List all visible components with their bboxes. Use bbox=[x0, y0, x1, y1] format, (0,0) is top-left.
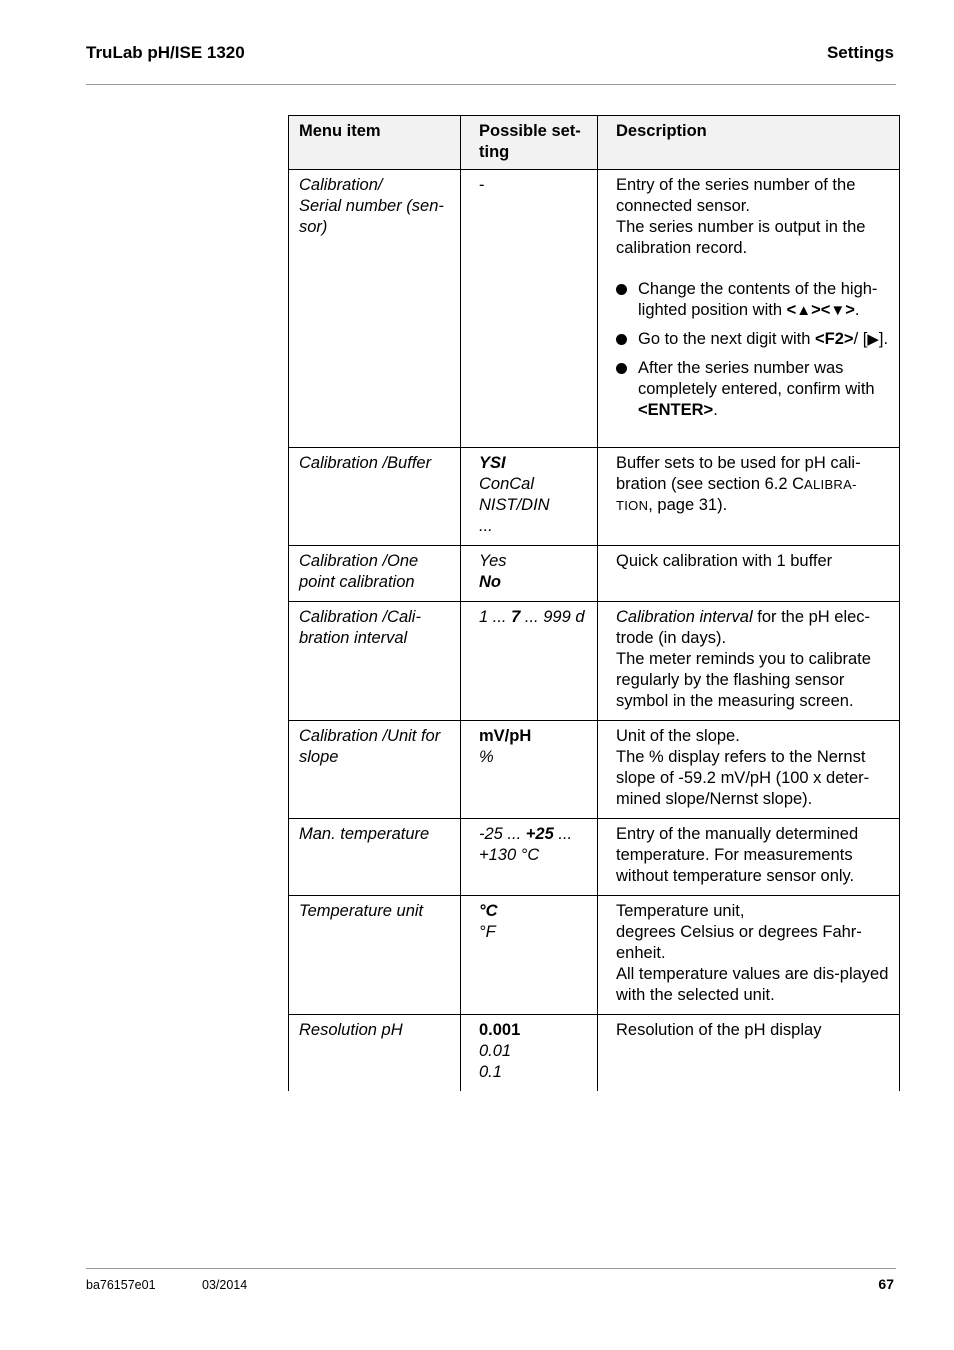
footer-divider bbox=[86, 1268, 896, 1269]
menu-item-cell: Temperature unit bbox=[289, 896, 461, 1015]
setting-option: Yes bbox=[479, 552, 507, 570]
menu-item-cell: Man. temperature bbox=[289, 819, 461, 896]
description-cell: Quick calibration with 1 buffer bbox=[598, 546, 900, 602]
column-header-description: Description bbox=[598, 116, 900, 170]
setting-default: mV/pH bbox=[479, 727, 532, 745]
description-cell: Resolution of the pH display bbox=[598, 1015, 900, 1092]
description-cell: Temperature unit, degrees Celsius or degrees Fahr-enheit. All temperature values are dis-played with the selected unit. bbox=[598, 896, 900, 1015]
key-enter: <ENTER> bbox=[638, 401, 714, 419]
column-header-menu-item: Menu item bbox=[289, 116, 461, 170]
description-cell: Entry of the manually determined temperature. For measurements without temperature sensor only. bbox=[598, 819, 900, 896]
setting-cell bbox=[461, 721, 598, 819]
instruction-list bbox=[616, 279, 893, 421]
setting-option: 0.01 bbox=[479, 1042, 512, 1060]
section-reference: ALIBRA-TION bbox=[616, 477, 857, 513]
description-text: The series number is output in the calibration record. bbox=[616, 218, 866, 257]
setting-option: °F bbox=[479, 923, 496, 941]
description-cell bbox=[598, 170, 900, 448]
description-cell: Unit of the slope. The % display refers to the Nernst slope of -59.2 mV/pH (100 x deter-mined slope/Nernst slope). bbox=[598, 721, 900, 819]
setting-default: +25 bbox=[525, 825, 554, 843]
menu-item-cell: Calibration/ Serial number (sen-sor) bbox=[289, 170, 461, 448]
table-row bbox=[289, 170, 900, 448]
list-item: Change the contents of the high-lighted position with <▲><▼>. bbox=[616, 279, 893, 321]
description-text: Entry of the series number of the connected sensor. bbox=[616, 176, 856, 215]
setting-option: NIST/DIN bbox=[479, 496, 550, 514]
menu-item-cell: Calibration /Cali-bration interval bbox=[289, 602, 461, 721]
menu-item-cell: Calibration /One point calibration bbox=[289, 546, 461, 602]
setting-cell bbox=[461, 896, 598, 1015]
setting-cell bbox=[461, 546, 598, 602]
setting-option: ConCal bbox=[479, 475, 535, 493]
header-divider bbox=[86, 84, 896, 85]
menu-item-name: Serial number (sen-sor) bbox=[299, 197, 444, 236]
setting-default: No bbox=[479, 573, 501, 591]
arrow-up-icon: ▲ bbox=[796, 302, 812, 319]
menu-item-cell: Calibration /Unit for slope bbox=[289, 721, 461, 819]
setting-cell: -25 ... +25 ... +130 °C bbox=[461, 819, 598, 896]
menu-item-cell: Calibration /Buffer bbox=[289, 448, 461, 546]
setting-option: ... bbox=[479, 517, 493, 535]
menu-item-path: Calibration bbox=[299, 176, 378, 194]
table-row bbox=[289, 1015, 900, 1092]
table-header-row bbox=[289, 116, 900, 170]
table-row bbox=[289, 448, 900, 546]
table-row bbox=[289, 721, 900, 819]
column-header-possible-setting: Possible set-ting bbox=[461, 116, 598, 170]
bullet-icon bbox=[616, 363, 627, 374]
table-row bbox=[289, 896, 900, 1015]
setting-cell bbox=[461, 1015, 598, 1092]
setting-default: YSI bbox=[479, 454, 506, 472]
bullet-icon bbox=[616, 284, 627, 295]
setting-default: °C bbox=[479, 902, 498, 920]
setting-cell: 1 ... 7 ... 999 d bbox=[461, 602, 598, 721]
arrow-right-icon: ▶ bbox=[867, 331, 879, 348]
footer-date: 03/2014 bbox=[202, 1278, 248, 1292]
header-section-title: Settings bbox=[826, 43, 894, 62]
menu-item-cell: Resolution pH bbox=[289, 1015, 461, 1092]
setting-default: 0.001 bbox=[479, 1021, 521, 1039]
description-cell: Calibration interval for the pH elec-trode (in days). The meter reminds you to calibrate regularly by the flashing sensor symbol in the measuring screen. bbox=[598, 602, 900, 721]
setting-cell: - bbox=[461, 170, 598, 448]
settings-table bbox=[288, 115, 900, 1091]
list-item: Go to the next digit with <F2>/ [▶]. bbox=[616, 329, 893, 350]
bullet-icon bbox=[616, 334, 627, 345]
table-row bbox=[289, 819, 900, 896]
table-row bbox=[289, 546, 900, 602]
table-row bbox=[289, 602, 900, 721]
key-f2: <F2> bbox=[815, 330, 854, 348]
list-item: After the series number was completely entered, confirm with <ENTER>. bbox=[616, 358, 893, 421]
page-number: 67 bbox=[878, 1276, 894, 1292]
arrow-down-icon: ▼ bbox=[830, 302, 846, 319]
setting-option: % bbox=[479, 748, 494, 766]
setting-default: 7 bbox=[511, 608, 521, 626]
footer-document-id: ba76157e01 bbox=[86, 1278, 156, 1292]
setting-option: 0.1 bbox=[479, 1063, 502, 1081]
setting-cell bbox=[461, 448, 598, 546]
description-cell: Buffer sets to be used for pH cali-bration (see section 6.2 CALIBRA-TION, page 31). bbox=[598, 448, 900, 546]
header-product-title: TruLab pH/ISE 1320 bbox=[86, 43, 245, 62]
